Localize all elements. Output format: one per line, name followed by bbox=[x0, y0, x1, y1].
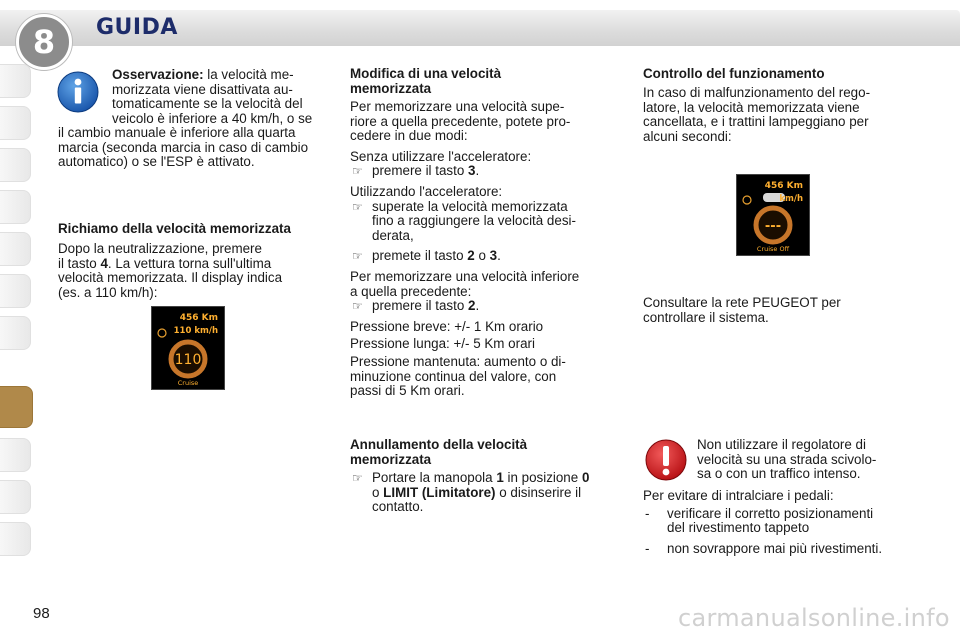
cruise-display-recall bbox=[151, 306, 225, 390]
cruise-display-off bbox=[736, 174, 810, 256]
hand-pointer-icon: ☞ bbox=[352, 471, 363, 485]
display-speed: 110 km/h bbox=[173, 326, 218, 336]
side-tab[interactable] bbox=[0, 480, 31, 514]
warning-icon bbox=[644, 438, 688, 482]
chapter-number-badge bbox=[16, 14, 72, 70]
cancel-body bbox=[350, 471, 612, 515]
side-tab[interactable] bbox=[0, 64, 31, 98]
list-item: - verificare il corretto posizionamenti del rivestimento tappeto bbox=[645, 505, 874, 536]
page-title: GUIDA bbox=[96, 15, 178, 40]
side-tab[interactable] bbox=[0, 438, 31, 472]
hand-pointer-icon: ☞ bbox=[352, 164, 363, 179]
hand-pointer-icon: ☞ bbox=[352, 299, 363, 314]
side-tab[interactable] bbox=[0, 316, 31, 350]
footer-watermark: carmanualsonline.info bbox=[678, 604, 950, 632]
pedals-paragraph: Per evitare di intralciare i pedali: - verificare il corretto posizionamenti del rivestimento tappeto - non sovrappore mai più rivestimenti. bbox=[643, 489, 905, 556]
warning-paragraph: Non utilizzare il regolatore di velocità su una strada scivolo- sa o con un traffico intenso. bbox=[697, 437, 877, 482]
consult-paragraph: Consultare la rete PEUGEOT per controllare il sistema. bbox=[643, 295, 841, 325]
display-dial-value: --- bbox=[764, 219, 782, 234]
recall-heading: Richiamo della velocità memorizzata bbox=[58, 221, 291, 236]
list-item: ☞ premere il tasto 3. bbox=[352, 163, 480, 179]
recall-paragraph: Dopo la neutralizzazione, premere il tasto 4. La vettura torna sull'ultima velocità memorizzata. Il display indica (es. a 110 km/h): bbox=[58, 241, 283, 300]
note-label: Osservazione: bbox=[112, 67, 204, 82]
cruise-icon bbox=[158, 329, 166, 337]
side-tab[interactable] bbox=[0, 274, 31, 308]
modify-heading: Modifica di una velocità memorizzata bbox=[350, 66, 502, 96]
display-km: 456 Km bbox=[764, 181, 803, 191]
control-heading: Controllo del funzionamento bbox=[643, 66, 825, 81]
cruise-icon bbox=[743, 196, 751, 204]
hand-pointer-icon: ☞ bbox=[352, 249, 363, 264]
display-dial-value: 110 bbox=[174, 352, 202, 368]
chapter-side-tabs bbox=[0, 64, 34, 574]
list-item: ☞ Portare la manopola 1 in posizione 0 o LIMIT (Limitatore) o disinserire il contatto. bbox=[352, 470, 590, 515]
side-tab[interactable] bbox=[0, 106, 31, 140]
side-tab[interactable] bbox=[0, 148, 31, 182]
display-km: 456 Km bbox=[179, 313, 218, 323]
info-icon bbox=[56, 70, 100, 114]
note-paragraph-bottom: il cambio manuale è inferiore alla quarta marcia (seconda marcia in caso di cambio automatico) o se l'ESP è attivato. bbox=[58, 125, 309, 170]
display-label: Cruise Off bbox=[756, 245, 790, 253]
chapter-number: 8 bbox=[32, 23, 56, 61]
control-body: In caso di malfunzionamento del rego- latore, la velocità memorizzata viene cancellata, e i trattini lampeggiano per alcuni secondi: bbox=[643, 85, 871, 144]
note-paragraph-top: Osservazione: la velocità me- morizzata viene disattivata au- tomaticamente se la velocità del veicolo è inferiore a 40 km/h, o se bbox=[112, 67, 313, 126]
list-item: - non sovrappore mai più rivestimenti. bbox=[645, 540, 883, 556]
display-speed-unit: km/h bbox=[779, 194, 803, 204]
side-tab[interactable] bbox=[0, 522, 31, 556]
side-tab-active[interactable] bbox=[0, 386, 33, 428]
page-number: 98 bbox=[33, 605, 50, 622]
display-label: Cruise bbox=[177, 379, 199, 387]
side-tab[interactable] bbox=[0, 232, 31, 266]
hand-pointer-icon: ☞ bbox=[352, 199, 363, 214]
cancel-heading: Annullamento della velocità memorizzata bbox=[350, 437, 528, 467]
list-item: ☞ premete il tasto 2 o 3. bbox=[352, 248, 501, 264]
list-item: ☞ superate la velocità memorizzata fino a raggiungere la velocità desi- derata, bbox=[352, 198, 576, 243]
list-item: ☞ premere il tasto 2. bbox=[352, 298, 480, 314]
side-tab[interactable] bbox=[0, 190, 31, 224]
modify-body: Per memorizzare una velocità supe- riore a quella precedente, potete pro- cedere in due modi: Senza utilizzare l'acceleratore: ☞ premere il tasto 3. Utilizzando l'acceleratore: ☞ superate la velocità memorizzata fino a raggiungere la velocità desi- derata, ☞ premete il tasto 2 o 3. Per memorizzare una velocità inferiore a quella precedente: ☞ premere il tasto 2. Pressione breve: +/- 1 Km orario Pressione lunga: +/- 5 Km orari Pressione mantenuta: aumento o di- minuzione continua del valore, con passi di 5 Km orari. bbox=[350, 100, 612, 399]
